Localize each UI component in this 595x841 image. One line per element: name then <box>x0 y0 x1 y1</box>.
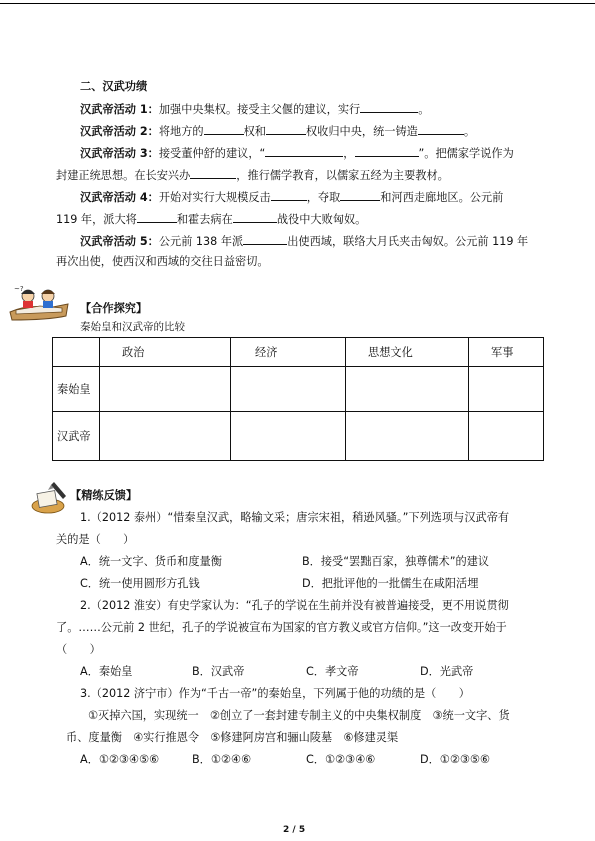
activity-4-text: 开始对实行大规模反击 <box>158 191 271 204</box>
q3-option-b[interactable]: B．①②④⑥ <box>192 753 251 766</box>
activity-1-label: 汉武帝活动 1： <box>80 103 159 116</box>
blank-field[interactable] <box>340 189 380 201</box>
practice-heading: 【精练反馈】 <box>70 489 138 502</box>
table-row-label: 汉武帝 <box>53 412 100 461</box>
activity-4-line2-text: 119 年，派大将 <box>56 213 137 226</box>
q3-option-d[interactable]: D．①②③⑤⑥ <box>420 753 490 766</box>
activity-2-text: 将地方的 <box>158 125 204 138</box>
blank-field[interactable] <box>233 211 277 223</box>
q3-option-a[interactable]: A．①②③④⑤⑥ <box>80 753 160 766</box>
q3-items-line2: 币、度量衡 ④实行推恩令 ⑤修建阿房宫和骊山陵墓 ⑥修建灵渠 <box>66 731 399 744</box>
activity-4 <box>80 189 503 205</box>
table-header-cell: 经济 <box>231 338 346 367</box>
table-cell[interactable] <box>346 412 469 461</box>
q2-option-b[interactable]: B．汉武帝 <box>192 665 245 678</box>
activity-4-text3: 和河西走廊地区。公元前 <box>380 191 504 204</box>
blank-field[interactable] <box>243 233 287 245</box>
activity-5-label: 汉武帝活动 5： <box>80 235 159 248</box>
table-cell[interactable] <box>100 367 231 412</box>
activity-5-line2: 再次出使，使西汉和西域的交往日益密切。 <box>56 255 269 268</box>
table-cell[interactable] <box>231 367 346 412</box>
svg-text:~?: ~? <box>14 285 24 293</box>
activity-2-text2: 权和 <box>243 125 266 138</box>
q3-stem: 3.（2012 济宁市）作为“千古一帝”的秦始皇，下列属于他的功绩的是（ ） <box>80 687 470 700</box>
table-corner-cell <box>53 338 100 367</box>
activity-4-line2-text2: 和霍去病在 <box>176 213 233 226</box>
q1-option-b[interactable]: B．接受“罢黜百家，独尊儒术”的建议 <box>302 555 490 568</box>
table-header-cell: 军事 <box>469 338 544 367</box>
activity-3-text: 接受董仲舒的建议，“ <box>158 147 266 160</box>
activity-2 <box>80 123 475 139</box>
table-row <box>53 367 544 412</box>
page-number: 2 / 5 <box>283 825 306 835</box>
q1-stem: 1.（2012 泰州）“惜秦皇汉武，略输文采；唐宗宋祖，稍逊风骚。”下列选项与汉武帝有 <box>80 511 510 524</box>
q2-stem-line3: （ ） <box>56 643 101 656</box>
section-heading: 二、汉武功绩 <box>80 80 148 93</box>
students-reading-icon <box>8 282 70 322</box>
activity-3-text3: ”。把儒家学说作为 <box>418 147 514 160</box>
q2-stem: 2.（2012 淮安）有史学家认为：“孔子的学说在生前并没有被普遍接受，更不用说贯彻 <box>80 599 509 612</box>
q1-option-c[interactable]: C．统一使用圆形方孔钱 <box>80 577 200 590</box>
table-caption: 秦始皇和汉武帝的比较 <box>80 321 185 333</box>
cooperation-heading: 【合作探究】 <box>80 302 148 315</box>
activity-4-line2-end: 战役中大败匈奴。 <box>276 213 367 226</box>
q3-option-c[interactable]: C．①②③④⑥ <box>306 753 376 766</box>
blank-field[interactable] <box>137 211 177 223</box>
activity-1-text: 加强中央集权。接受主父偃的建议，实行 <box>158 103 361 116</box>
activity-3-line2-end: ，推行儒学教育，以儒家五经为主要教材。 <box>236 169 449 182</box>
table-cell[interactable] <box>231 412 346 461</box>
table-header-cell: 政治 <box>100 338 231 367</box>
activity-1 <box>80 101 429 117</box>
table-cell[interactable] <box>346 367 469 412</box>
q2-option-a[interactable]: A．秦始皇 <box>80 665 133 678</box>
activity-3-line2 <box>56 167 449 183</box>
activity-4-line2 <box>56 211 366 227</box>
table-cell[interactable] <box>100 412 231 461</box>
header-rule <box>0 3 595 4</box>
blank-field[interactable] <box>266 123 306 135</box>
activity-3-label: 汉武帝活动 3： <box>80 147 159 160</box>
activity-4-text2: ，夺取 <box>306 191 341 204</box>
table-cell[interactable] <box>469 412 544 461</box>
q1-option-a[interactable]: A．统一文字、货币和度量衡 <box>80 555 222 568</box>
q2-stem-line2: 了。……公元前 2 世纪，孔子的学说被宣布为国家的官方教义或官方信仰。”这一改变开始于 <box>56 621 507 634</box>
activity-1-end: 。 <box>418 103 430 116</box>
activity-3-text2: ， <box>343 147 355 160</box>
blank-field[interactable] <box>418 123 464 135</box>
activity-2-text3: 权收归中央，统一铸造 <box>305 125 418 138</box>
blank-field[interactable] <box>271 189 307 201</box>
activity-2-label: 汉武帝活动 2： <box>80 125 159 138</box>
table-cell[interactable] <box>469 367 544 412</box>
activity-3-line2-text: 封建正统思想。在长安兴办 <box>56 169 191 182</box>
activity-5-text: 公元前 138 年派 <box>158 235 244 248</box>
q1-option-d[interactable]: D．把批评他的一批儒生在咸阳活埋 <box>302 577 479 590</box>
table-header-row <box>53 338 544 367</box>
blank-field[interactable] <box>360 101 418 113</box>
activity-5-text2: 出使西域，联络大月氏夹击匈奴。公元前 119 年 <box>287 235 529 248</box>
activity-2-end: 。 <box>463 125 476 138</box>
activity-4-label: 汉武帝活动 4： <box>80 191 159 204</box>
table-header-cell: 思想文化 <box>346 338 469 367</box>
activity-3 <box>80 145 514 161</box>
blank-field[interactable] <box>355 145 419 157</box>
table-row-label: 秦始皇 <box>53 367 100 412</box>
table-row <box>53 412 544 461</box>
q1-stem-line2: 关的是（ ） <box>56 533 135 546</box>
blank-field[interactable] <box>190 167 236 179</box>
blank-field[interactable] <box>204 123 244 135</box>
q3-items-line1: ①灭掉六国，实现统一 ②创立了一套封建专制主义的中央集权制度 ③统一文字、货 <box>88 709 510 722</box>
activity-5 <box>80 233 528 249</box>
q2-option-d[interactable]: D．光武帝 <box>420 665 474 678</box>
comparison-table <box>52 337 544 461</box>
q2-option-c[interactable]: C．孝文帝 <box>306 665 359 678</box>
pen-and-paper-icon <box>30 478 70 516</box>
blank-field[interactable] <box>265 145 343 157</box>
